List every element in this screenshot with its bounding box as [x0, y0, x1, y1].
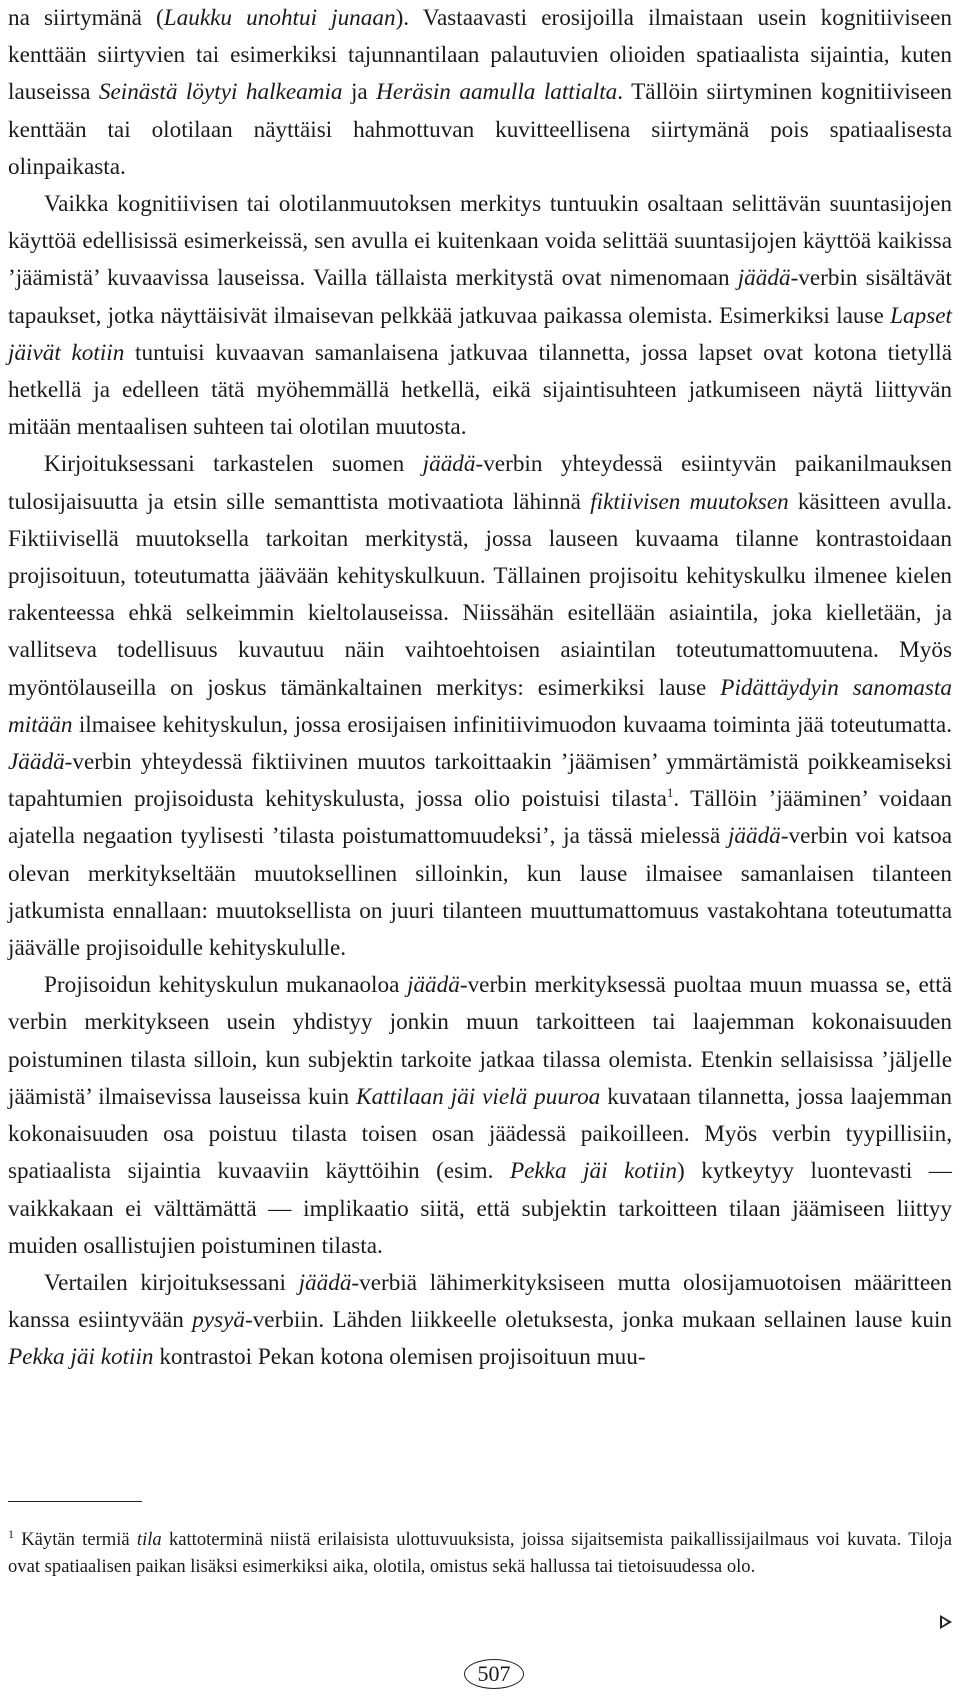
- text-run: Vertailen kirjoituksessani: [44, 1269, 299, 1296]
- italic-text: Lapset jäivät kotiin: [8, 302, 952, 366]
- text-run: na siirtymänä (: [8, 5, 164, 31]
- text-run: -verbiin. Lähden liikkeelle oletuksesta, jonka mukaan sellainen lause kuin: [244, 1307, 952, 1334]
- italic-text: pysyä: [192, 1307, 245, 1334]
- paragraph: [8, 1265, 952, 1377]
- italic-text: jäädä: [407, 972, 460, 999]
- text-run: -verbin yhteydessä esiintyvän paikanilmauksen tulosijaisuutta ja etsin sille semanttista motivaatiota lähinnä: [8, 451, 952, 515]
- text-run: ilmaisee kehityskulun, jossa erosijaisen infinitiivimuodon kuvaama toiminta jää toteutumatta.: [72, 711, 952, 738]
- italic-text: Pekka jäi kotiin: [8, 1344, 154, 1371]
- paragraph: [8, 186, 952, 446]
- footnote-marker: 1: [666, 785, 674, 801]
- text-run: tuntuisi kuvaavan samanlaisena jatkuvaa tilannetta, jossa lapset ovat kotona tietyllä hetkellä ja edelleen tätä myöhemmällä hetkellä, eikä sijaintisuhteen jatkumiseen näytä liittyvän mitään mentaalisen suhteen tai olotilan muutosta.: [8, 339, 952, 441]
- page-number: 507: [464, 1659, 524, 1689]
- italic-text: jäädä: [298, 1269, 352, 1296]
- text-run: kontrastoi Pekan kotona olemisen projisoituun muu-: [153, 1344, 646, 1371]
- text-run: -verbin merkityksessä puoltaa muun muassa se, että verbin merkitykseen usein yhdistyy jonkin muun tarkoitteen tai laajemman kokonaisuuden poistuminen tilasta silloin, kun subjektin tarkoite jatkaa tilassa olemista. Etenkin sellaisissa ’jäljelle jäämistä’ ilmaisevissa lauseissa kuin: [8, 972, 952, 1110]
- paragraph: [8, 0, 952, 186]
- text-run: . Tällöin ’jääminen’ voidaan ajatella negaation tyylisesti ’tilasta poistumattomuudeksi’, ja tässä mielessä: [8, 786, 953, 850]
- italic-text: jäädä: [737, 265, 791, 292]
- text-run: kuvataan tilannetta, jossa laajemman kokonaisuuden osa poistuu tilasta toisen osan jäädessä paikoilleen. Myös verbin tyypillisiin, spatiaalista sijaintia kuvaaviin käyttöihin (esim.: [8, 1083, 952, 1185]
- italic-text: Heräsin aamulla lattialta: [376, 79, 618, 106]
- text-run: Vaikka kognitiivisen tai olotilanmuutoksen merkitys tuntuukin osaltaan selittävän suuntasijojen käyttöä edellisissä esimerkeissä, sen avulla ei kuitenkaan voida selittää suuntasijojen käyttöä kaikissa ’jäämistä’ kuvaavissa lauseissa. Vailla tällaista merkitystä ovat nimenomaan: [8, 191, 952, 292]
- body-text: [8, 0, 952, 1377]
- paragraph: [8, 967, 952, 1265]
- text-run: kattoterminä niistä erilaisista ulottuvuuksista, joissa sijaitsemista paikallissijailmaus voi kuvata. Tiloja ovat spatiaalisen paikan lisäksi esimerkiksi aika, olotila, omistus sekä hallussa tai tietoisuudessa olo.: [8, 1529, 952, 1578]
- text-run: -verbin yhteydessä fiktiivinen muutos tarkoittaakin ’jäämisen’ ymmärtämistä poikkeamiseksi tapahtumien projisoidusta kehityskulusta, jossa olio poistuisi tilasta: [8, 749, 952, 813]
- italic-text: jäädä: [422, 451, 476, 478]
- italic-text: tila: [136, 1529, 162, 1550]
- text-run: Käytän termiä: [14, 1529, 137, 1550]
- text-run: ). Vastaavasti erosijoilla ilmaistaan usein kognitiiviseen kenttään siirtyvien tai esimerkiksi tajunnantilaan palautuvien olioiden spatiaalista sijaintia, kuten lauseissa: [8, 5, 952, 106]
- text-run: Projisoidun kehityskulun mukanaoloa: [44, 972, 408, 999]
- italic-text: Jäädä: [8, 749, 65, 776]
- italic-text: fiktiivisen muutoksen: [590, 488, 789, 515]
- italic-text: Seinästä löytyi halkeamia: [98, 79, 343, 106]
- italic-text: Pekka jäi kotiin: [509, 1158, 677, 1185]
- italic-text: Laukku unohtui junaan: [163, 5, 396, 31]
- footnote-marker: 1: [8, 1527, 14, 1541]
- text-run: Kirjoituksessani tarkastelen suomen: [44, 451, 423, 478]
- next-page-icon: [940, 1615, 952, 1629]
- footnote: [8, 1526, 952, 1580]
- paragraph: [8, 446, 952, 967]
- text-run: -verbin voi katsoa olevan merkitykseltään muutoksellinen silloinkin, kun lause ilmaisee samanlaisen tilanteen jatkumista ennallaan: muutoksellista on juuri tilanteen muuttumattomuus vastakohtana toteutumatta jäävälle projisoidulle kehityskululle.: [8, 823, 952, 962]
- text-run: käsitteen avulla. Fiktiivisellä muutoksella tarkoitan merkitystä, jossa lauseen kuvaama tilanne kontrastoidaan projisoituun, toteutumatta jäävään kehityskulkuun. Tällainen projisoitu kehityskulku ilmenee kielen rakenteessa ehkä selkeimmin kieltolauseissa. Niissähän esitellään asiaintila, joka kielletään, ja vallitseva todellisuus kuvautuu näin vaihtoehtoisen asiaintilan toteutumattomuutena. Myös myöntölauseilla on joskus tämänkaltainen merkitys: esimerkiksi lause: [8, 488, 952, 701]
- text-run: -verbin sisältävät tapaukset, jotka näyttäisivät ilmaisevan pelkkää jatkuvaa paikassa olemista. Esimerkiksi lause: [8, 265, 952, 329]
- footnote-rule: [8, 1501, 142, 1502]
- document-page: [8, 0, 952, 1696]
- italic-text: jäädä: [727, 823, 781, 850]
- text-run: ) kytkeytyy luontevasti — vaikkakaan ei välttämättä — implikaatio siitä, että subjektin tarkoitteen tilaan jäämiseen liittyy muiden osallistujien poistuminen tilasta.: [8, 1158, 952, 1259]
- italic-text: Pidättäydyin sanomasta mitään: [8, 674, 952, 738]
- italic-text: Kattilaan jäi vielä puuroa: [356, 1083, 601, 1110]
- text-run: . Tällöin siirtyminen kognitiiviseen kenttään tai olotilaan näyttäisi hahmottuvan kuvitteellisena siirtymänä pois spatiaalisesta olinpaikasta.: [8, 79, 953, 180]
- text-run: -verbiä lähimerkityksiseen mutta olosijamuotoisen määritteen kanssa esiintyvään: [8, 1269, 952, 1334]
- text-run: ja: [342, 79, 377, 106]
